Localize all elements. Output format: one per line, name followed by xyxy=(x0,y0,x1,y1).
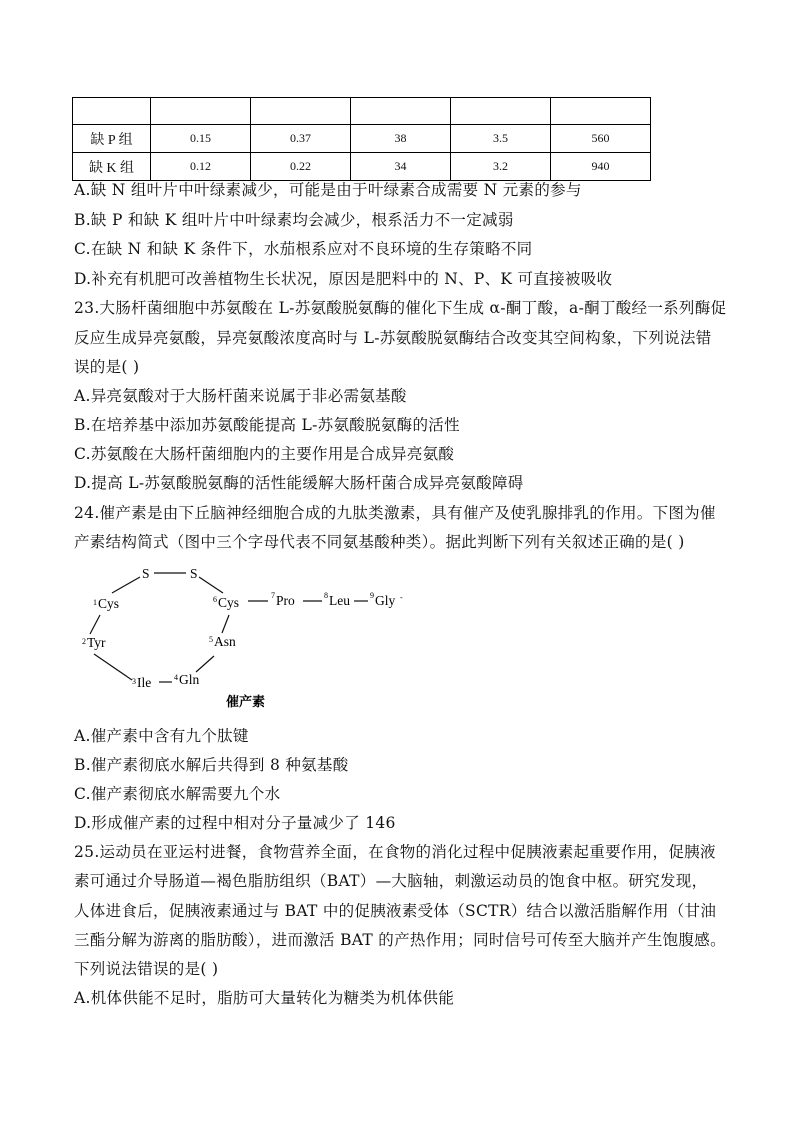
bond-2-3 xyxy=(94,654,132,680)
bond-1-2 xyxy=(90,615,100,634)
oxytocin-structure-figure xyxy=(78,560,418,720)
table-cell xyxy=(251,98,351,125)
table-cell: 560 xyxy=(551,125,651,153)
row-label: 缺 K 组 xyxy=(73,153,151,181)
residue-2-number: 2 xyxy=(82,637,86,646)
residue-7-number: 7 xyxy=(271,591,275,600)
q23-option-c: C.苏氨酸在大肠杆菌细胞内的主要作用是合成异亮氨酸 xyxy=(74,445,455,463)
table-cell: 0.15 xyxy=(151,125,251,153)
row-label: 缺 P 组 xyxy=(73,125,151,153)
table-cell xyxy=(351,98,451,125)
table-cell xyxy=(551,98,651,125)
q24-option-c: C.催产素彻底水解需要九个水 xyxy=(74,785,281,803)
q23-option-a: A.异亮氨酸对于大肠杆菌来说属于非必需氨基酸 xyxy=(74,387,407,405)
sulfur-right-atom: S xyxy=(190,566,198,581)
table-cell: 3.2 xyxy=(451,153,551,181)
q25-stem-line-5: 下列说法错误的是( ) xyxy=(74,960,219,978)
table-cell xyxy=(451,98,551,125)
residue-3-ile: Ile xyxy=(137,675,152,690)
q24-option-b: B.催产素彻底水解后共得到 8 种氨基酸 xyxy=(74,756,349,774)
residue-6-number: 6 xyxy=(213,595,217,604)
residue-5-number: 5 xyxy=(209,635,213,644)
residue-9-terminal: - xyxy=(400,593,403,602)
bond-s-cys1 xyxy=(112,577,140,593)
q23-option-b: B.在培养基中添加苏氨酸能提高 L-苏氨酸脱氨酶的活性 xyxy=(74,416,460,434)
q23-stem-line-1: 23.大肠杆菌细胞中苏氨酸在 L-苏氨酸脱氨酶的催化下生成 α-酮丁酸，a-酮丁酸经一系列酶促 xyxy=(74,299,727,317)
table-cell: 0.12 xyxy=(151,153,251,181)
q22-option-b: B.缺 P 和缺 K 组叶片中叶绿素均会减少，根系活力不一定减弱 xyxy=(74,211,514,229)
q24-stem-line-2: 产素结构简式（图中三个字母代表不同氨基酸种类）。据此判断下列有关叙述正确的是( ) xyxy=(74,533,685,551)
table-row xyxy=(73,98,651,125)
residue-4-gln: Gln xyxy=(179,672,200,687)
residue-1-cys: Cys xyxy=(98,596,120,611)
table-cell: 34 xyxy=(351,153,451,181)
q24-stem-line-1: 24.催产素是由下丘脑神经细胞合成的九肽类激素，具有催产及使乳腺排乳的作用。下图为催 xyxy=(74,504,716,522)
figure-caption: 催产素 xyxy=(226,695,266,710)
table-row xyxy=(73,125,651,153)
table-cell: 3.5 xyxy=(451,125,551,153)
q22-option-c: C.在缺 N 和缺 K 条件下，水茄根系应对不良环境的生存策略不同 xyxy=(74,240,533,258)
table-cell xyxy=(151,98,251,125)
q25-stem-line-4: 三酯分解为游离的脂肪酸），进而激活 BAT 的产热作用；同时信号可传至大脑并产生饱腹感。 xyxy=(74,931,726,949)
residue-8-number: 8 xyxy=(324,591,328,600)
residue-6-cys: Cys xyxy=(218,595,240,610)
bond-s-cys6 xyxy=(199,577,223,593)
residue-5-asn: Asn xyxy=(214,634,236,649)
residue-8-leu: Leu xyxy=(329,593,350,608)
q23-stem-line-2: 反应生成异亮氨酸，异亮氨酸浓度高时与 L-苏氨酸脱氨酶结合改变其空间构象，下列说法错 xyxy=(74,329,712,347)
q25-option-a: A.机体供能不足时，脂肪可大量转化为糖类为机体供能 xyxy=(74,989,455,1007)
q23-stem-line-3: 误的是( ) xyxy=(74,358,140,376)
data-table xyxy=(72,97,651,181)
q25-stem-line-2: 素可通过介导肠道—褐色脂肪组织（BAT）—大脑轴，刺激运动员的饱食中枢。研究发现， xyxy=(74,872,708,890)
q25-stem-line-1: 25.运动员在亚运村进餐，食物营养全面，在食物的消化过程中促胰液素起重要作用，促胰液 xyxy=(74,843,716,861)
table-cell: 940 xyxy=(551,153,651,181)
residue-3-number: 3 xyxy=(132,677,136,686)
table-cell: 38 xyxy=(351,125,451,153)
q24-option-a: A.催产素中含有九个肽键 xyxy=(74,727,249,745)
bond-5-6 xyxy=(222,615,229,633)
table-row xyxy=(73,153,651,181)
q25-stem-line-3: 人体进食后，促胰液素通过与 BAT 中的促胰液素受体（SCTR）结合以激活脂解作用（甘油 xyxy=(74,902,717,920)
residue-4-number: 4 xyxy=(174,673,178,682)
sulfur-left-atom: S xyxy=(142,566,150,581)
table-cell xyxy=(73,98,151,125)
bond-4-5 xyxy=(196,656,214,672)
q24-option-d: D.形成催产素的过程中相对分子量减少了 146 xyxy=(74,814,396,832)
q23-option-d: D.提高 L-苏氨酸脱氨酶的活性能缓解大肠杆菌合成异亮氨酸障碍 xyxy=(74,474,524,492)
table-cell: 0.22 xyxy=(251,153,351,181)
residue-7-pro: Pro xyxy=(276,593,295,608)
table-cell: 0.37 xyxy=(251,125,351,153)
residue-9-gly: Gly xyxy=(375,593,396,608)
residue-9-number: 9 xyxy=(370,591,374,600)
residue-1-number: 1 xyxy=(93,598,97,607)
q22-option-d: D.补充有机肥可改善植物生长状况，原因是肥料中的 N、P、K 可直接被吸收 xyxy=(74,270,613,288)
residue-2-tyr: Tyr xyxy=(87,635,106,650)
q22-option-a: A.缺 N 组叶片中叶绿素减少，可能是由于叶绿素合成需要 N 元素的参与 xyxy=(74,181,582,199)
